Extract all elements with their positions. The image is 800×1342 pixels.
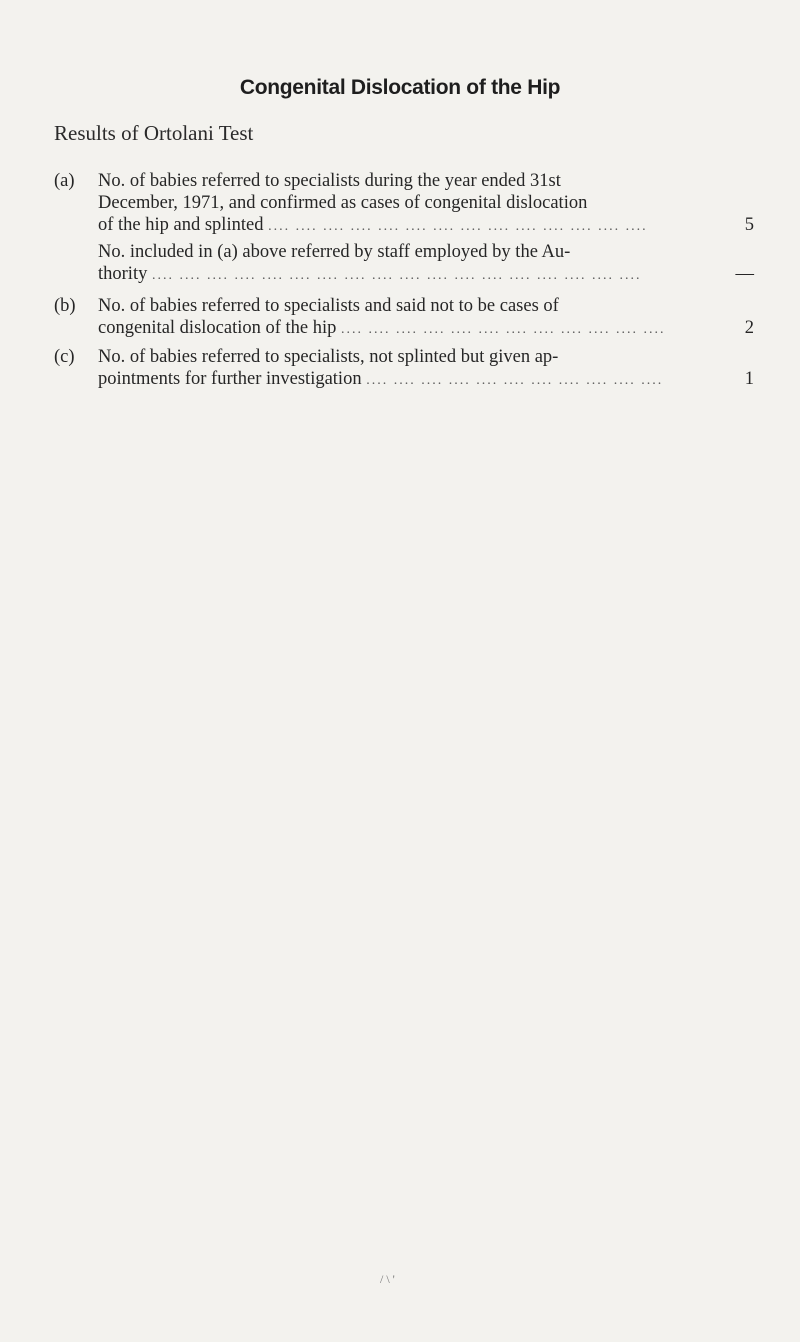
item-label: (a) [54, 171, 75, 191]
item-line: December, 1971, and confirmed as cases of congenital dislocation [98, 193, 588, 213]
item-line: No. of babies referred to specialists, not splinted but given ap- [98, 347, 559, 367]
item-text [98, 346, 690, 392]
dot-leader: .... .... .... .... .... .... .... .... .... .... .... [366, 373, 664, 388]
item-value: 2 [744, 318, 754, 338]
list-item-a [54, 170, 754, 238]
item-text [98, 241, 690, 287]
list-item-c [54, 346, 754, 392]
item-line-text: congenital dislocation of the hip [98, 318, 337, 338]
item-line-text: pointments for further investigation [98, 369, 362, 389]
item-line: No. included in (a) above referred by staff employed by the Au- [98, 242, 571, 262]
item-line [98, 214, 690, 238]
dot-leader: .... .... .... .... .... .... .... .... .... .... .... .... .... .... [268, 219, 648, 234]
item-value: 1 [744, 369, 754, 389]
item-line-text: thority [98, 264, 148, 284]
page-mark: / \ ' [380, 1272, 395, 1286]
item-label: (b) [54, 296, 76, 316]
item-value: 5 [744, 215, 754, 235]
item-line-text: of the hip and splinted [98, 215, 264, 235]
list-item-b [54, 295, 754, 341]
item-line [98, 368, 690, 392]
item-value: — [735, 264, 754, 284]
item-text [98, 170, 690, 238]
section-subtitle: Results of Ortolani Test [54, 121, 254, 145]
item-line: No. of babies referred to specialists and said not to be cases of [98, 296, 559, 316]
item-line [98, 317, 690, 341]
item-text [98, 295, 690, 341]
dot-leader: .... .... .... .... .... .... .... .... .... .... .... .... .... .... .... .... .... .... [151, 268, 642, 283]
page-title: Congenital Dislocation of the Hip [239, 76, 561, 99]
list-item-a-sub [54, 241, 754, 287]
dot-leader: .... .... .... .... .... .... .... .... .... .... .... .... [341, 322, 666, 337]
item-label: (c) [54, 347, 75, 367]
item-line: No. of babies referred to specialists during the year ended 31st [98, 171, 561, 191]
item-line [98, 263, 690, 287]
